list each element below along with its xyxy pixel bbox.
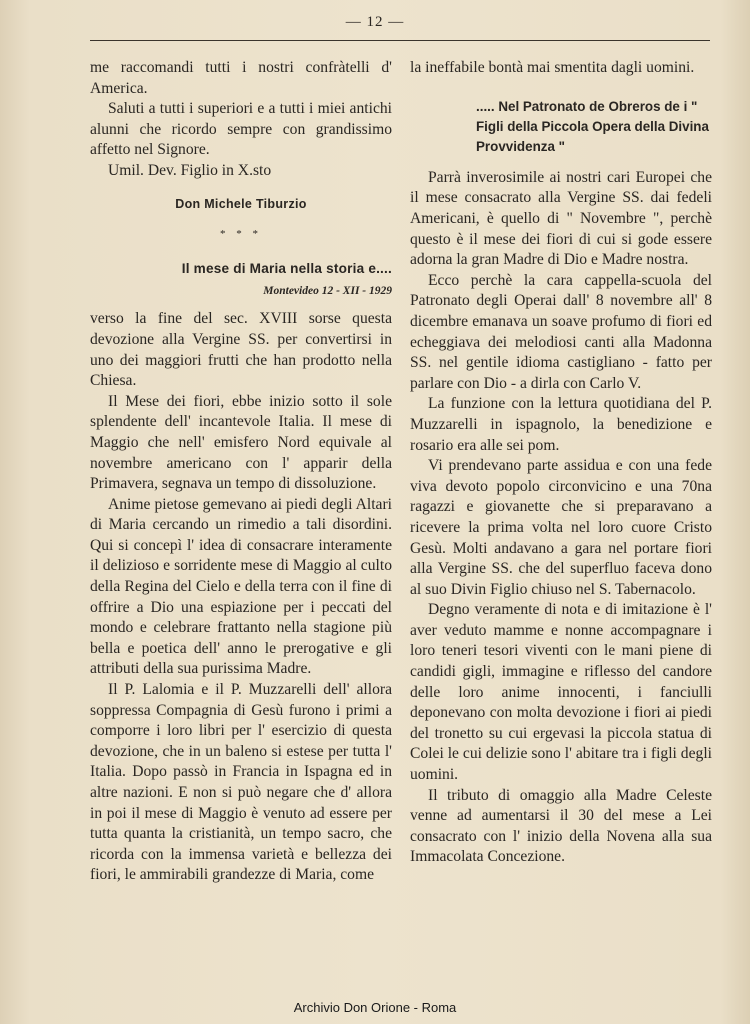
article-paragraph: Anime pietose gemevano ai piedi degli Altari di Maria cercando un rimedio a tali disordini. Qui si concepì l' idea di consacrare interamente il delizioso e sorridente mese di Maggio al culto della Regina del Cielo e della terra con il fine di offrire a Dio una espiazione per i peccati del mondo e celebrare frattanto nella stagione più bella e poetica dell' anno le prerogative e gli attributi della sua purissima Madre. <box>90 495 392 678</box>
section-headline: ..... Nel Patronato de Obreros de i " Figli della Piccola Opera della Divina Provvidenza " <box>476 98 709 155</box>
header-rule <box>90 40 710 41</box>
article-paragraph: Il P. Lalomia e il P. Muzzarelli dell' allora soppressa Compagnia di Gesù furono i primi a comporre i loro libri per l' esercizio di questa devozione, che in un baleno si estese per tutta l' Italia. Dopo passò in Francia in Ispagna ed in altre nazioni. E non si può negare che d' allora in poi il mese di Maggio è venuto ad essere per tutta quanta la cristianità, un tempo sacro, che ricorda con la immensa varietà e bellezza dei fiori, le ammirabili grandezze di Maria, come <box>90 681 392 884</box>
section-paragraph: Parrà inverosimile ai nostri cari Europei che il mese consacrato alla Vergine SS. dai fedeli Americani, è quello di " Novembre ", perchè questo è il mese dei fiori di cui si gode essere adorna la gran Madre di Dio e Madre nostra. <box>410 168 712 269</box>
article-paragraph: Il Mese dei fiori, ebbe inizio sotto il sole splendente dell' incantevole Italia. Il mese di Maggio che nell' emisfero Nord equivale al novembre americano con l' apparir della Primavera, segnava un tempo di dissoluzione. <box>90 392 392 493</box>
letter-closing-line: me raccomandi tutti i nostri confràtelli d' America. <box>90 59 392 97</box>
section-paragraph: La funzione con la lettura quotidiana del P. Muzzarelli in ispagnolo, la benedizione e rosario era alle sei pom. <box>410 395 712 454</box>
left-column <box>90 58 392 886</box>
continued-text: la ineffabile bontà mai smentita dagli uomini. <box>410 59 695 76</box>
article-headline: Il mese di Maria nella storia e.... <box>181 260 392 276</box>
section-separator: * * * <box>220 228 262 241</box>
letter-sign-off: Umil. Dev. Figlio in X.sto <box>108 161 272 179</box>
section-paragraph: Degno veramente di nota e di imitazione è l' aver veduto mamme e nonne accompagnare i loro teneri tesori viventi con le mani piene di candidi gigli, immagine e riflesso del candore delle loro anime innocenti, i fanciulli deponevano con molta devozione i fiori ai piedi del tronetto su cui ergevasi la piccola statua di Colei le cui delizie sono l' abitare tra i figli degli uomini. <box>410 601 712 784</box>
archive-footer-label: Archivio Don Orione - Roma <box>293 1000 457 1015</box>
letter-signature: Don Michele Tiburzio <box>175 196 307 211</box>
article-dateline: Montevideo 12 - XII - 1929 <box>263 284 392 297</box>
section-paragraph: Il tributo di omaggio alla Madre Celeste venne ad aumentarsi il 30 del mese a Lei consacrato con l' inizio della Novena alla sua Immacolata Concezione. <box>410 786 712 866</box>
section-paragraph: Ecco perchè la cara cappella-scuola del Patronato degli Operai dall' 8 novembre all' 8 dicembre emanava un soave profumo di fiori ed echeggiava dei melodiosi canti alla Madonna SS. nel gentile idioma castigliano - fatto per parlare con Dio - a dirla con Carlo V. <box>410 271 712 392</box>
right-column <box>410 58 712 868</box>
page-number: — 12 — <box>345 14 405 30</box>
letter-greeting: Saluti a tutti i superiori e a tutti i miei antichi alunni che ricordo sempre con grandissimo affetto nel Signore. <box>90 100 392 159</box>
article-paragraph: verso la fine del sec. XVIII sorse questa devozione alla Vergine SS. per convertirsi in uno dei maggiori frutti che han prodotto nella Chiesa. <box>90 310 392 390</box>
section-paragraph: Vi prendevano parte assidua e con una fede viva devoto popolo circonvicino e una 70na ragazzi e giovanette che si preparavano a ricevere la prima volta nel loro cuore Cristo Gesù. Molti andavano a gara nel portare fiori alla Vergine SS. che del superfluo faceva dono al suo Divin Figlio chiuso nel S. Tabernacolo. <box>410 457 712 598</box>
